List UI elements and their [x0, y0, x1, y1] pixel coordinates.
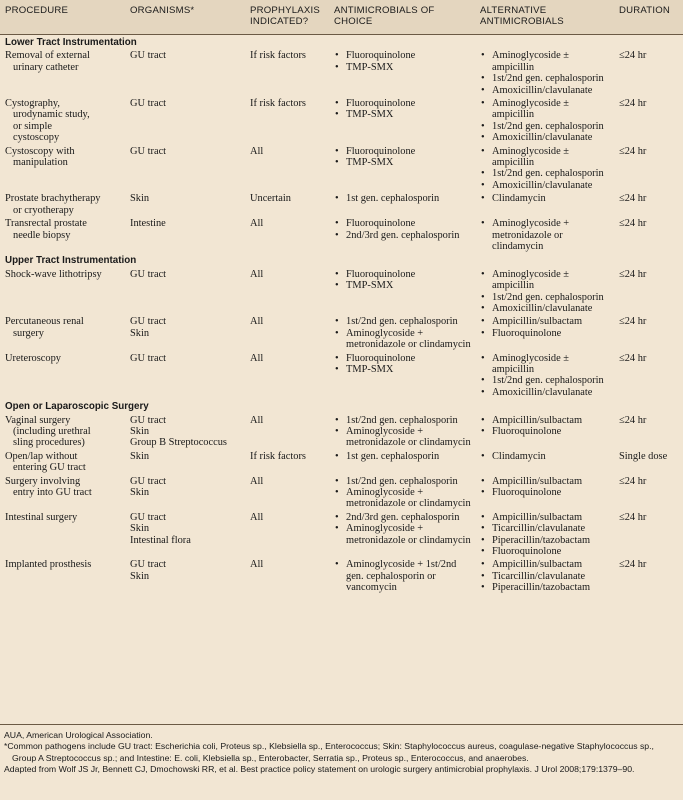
- cell-duration: ≤24 hr: [619, 145, 647, 157]
- choice-list: [334, 353, 471, 376]
- alternative-item: • 1st/2nd gen. cephalosporin: [480, 168, 610, 179]
- header-prophylaxis: PROPHYLAXIS INDICATED?: [245, 0, 329, 35]
- alternative-list: [480, 559, 610, 593]
- alternative-list: [480, 415, 610, 438]
- cell-organisms: [125, 414, 245, 450]
- procedure-line: sling procedures): [13, 437, 85, 449]
- procedure-line: Implanted prosthesis: [5, 559, 92, 571]
- cell-organisms: [125, 352, 245, 400]
- procedure-line: Ureteroscopy: [5, 352, 61, 364]
- alternative-item: • 1st/2nd gen. cephalosporin: [480, 375, 610, 386]
- cell-antimicrobials-choice: [329, 268, 475, 316]
- choice-list: [334, 476, 471, 510]
- alternative-item: • Clindamycin: [480, 451, 610, 462]
- table-row: [0, 558, 683, 594]
- procedure-line: Cystoscopy with: [5, 145, 75, 157]
- cell-alternative-antimicrobials: [475, 217, 614, 253]
- organism-line: Group B Streptococcus: [130, 437, 227, 449]
- cell-alternative-antimicrobials: [475, 511, 614, 559]
- alternative-item: • Aminoglycoside ± ampicillin: [480, 50, 610, 73]
- cell-antimicrobials-choice: [329, 145, 475, 193]
- cell-procedure: [0, 511, 125, 559]
- alternative-item: • Piperacillin/tazobactam: [480, 582, 610, 593]
- alternative-item: • Amoxicillin/clavulanate: [480, 85, 610, 96]
- alternative-item: • Ampicillin/sulbactam: [480, 559, 610, 570]
- table-row: [0, 49, 683, 97]
- choice-list: [334, 559, 471, 593]
- alternative-item: • Aminoglycoside + metronidazole or clindamycin: [480, 218, 610, 252]
- cell-prophylaxis-indicated: Uncertain: [250, 193, 291, 205]
- procedure-line: Percutaneous renal: [5, 316, 84, 328]
- alternative-item: • Amoxicillin/clavulanate: [480, 303, 610, 314]
- choice-list: [334, 193, 471, 204]
- alternative-item: • 1st/2nd gen. cephalosporin: [480, 73, 610, 84]
- organism-line: GU tract: [130, 145, 167, 157]
- choice-list: [334, 316, 471, 350]
- table-row: [0, 217, 683, 253]
- choice-list: [334, 512, 471, 546]
- organism-line: GU tract: [130, 475, 167, 487]
- cell-organisms: [125, 49, 245, 97]
- table-row: [0, 97, 683, 145]
- cell-antimicrobials-choice: [329, 217, 475, 253]
- procedure-line: or simple: [13, 120, 52, 132]
- footnote-pathogens-continued: Group A Streptococcus sp.; and Intestine: E. coli, Klebsiella sp., Enterobacter, Serratia sp., Proteus sp., Enterococcus, and anaerobes.: [12, 752, 529, 763]
- choice-item: • TMP-SMX: [334, 157, 471, 168]
- cell-duration: ≤24 hr: [619, 559, 647, 571]
- procedure-line: (including urethral: [13, 426, 91, 437]
- cell-prophylaxis-indicated: All: [250, 268, 264, 280]
- table-row: [0, 511, 683, 559]
- procedure-line: or cryotherapy: [13, 204, 74, 216]
- cell-prophylaxis-indicated: All: [250, 475, 264, 487]
- alternative-list: [480, 451, 610, 462]
- choice-item: • Fluoroquinolone: [334, 269, 471, 280]
- cell-organisms: [125, 97, 245, 145]
- choice-list: [334, 50, 471, 73]
- cell-duration: ≤24 hr: [619, 316, 647, 328]
- procedure-line: Removal of external: [5, 50, 90, 62]
- cell-prophylaxis-indicated: All: [250, 414, 264, 426]
- cell-prophylaxis-indicated: All: [250, 559, 264, 571]
- cell-procedure: [0, 145, 125, 193]
- table-row: [0, 475, 683, 511]
- cell-antimicrobials-choice: [329, 475, 475, 511]
- choice-item: • Aminoglycoside + metronidazole or clindamycin: [334, 523, 471, 546]
- table-row: [0, 450, 683, 475]
- organism-line: Skin: [130, 450, 150, 462]
- cell-procedure: [0, 192, 125, 217]
- organism-line: GU tract: [130, 352, 167, 364]
- procedure-line: surgery: [13, 327, 44, 339]
- header-organisms: ORGANISMS*: [125, 0, 245, 35]
- cell-organisms: [125, 315, 245, 351]
- cell-procedure: [0, 217, 125, 253]
- cell-procedure: [0, 475, 125, 511]
- choice-item: • Fluoroquinolone: [334, 146, 471, 157]
- organism-line: GU tract: [130, 511, 167, 523]
- cell-duration: ≤24 hr: [619, 352, 647, 364]
- choice-item: • 2nd/3rd gen. cephalosporin: [334, 230, 471, 241]
- table-footnotes: [0, 724, 683, 776]
- cell-duration: ≤24 hr: [619, 511, 647, 523]
- section-title: Lower Tract Instrumentation: [0, 35, 683, 50]
- choice-item: • TMP-SMX: [334, 280, 471, 291]
- cell-procedure: [0, 352, 125, 400]
- cell-organisms: [125, 450, 245, 475]
- organism-line: GU tract: [130, 50, 167, 62]
- cell-organisms: [125, 511, 245, 559]
- footnote-abbreviation: AUA, American Urological Association.: [4, 730, 153, 740]
- cell-alternative-antimicrobials: [475, 450, 614, 475]
- table-row: [0, 145, 683, 193]
- section-header-row: [0, 35, 683, 50]
- cell-organisms: [125, 192, 245, 217]
- choice-list: [334, 451, 471, 462]
- cell-organisms: [125, 268, 245, 316]
- alternative-list: [480, 316, 610, 339]
- alternative-list: [480, 476, 610, 499]
- table-row: [0, 315, 683, 351]
- choice-list: [334, 146, 471, 169]
- alternative-list: [480, 193, 610, 204]
- cell-procedure: [0, 450, 125, 475]
- alternative-item: • Fluoroquinolone: [480, 487, 610, 498]
- organism-line: Skin: [130, 193, 150, 205]
- organism-line: GU tract: [130, 414, 167, 426]
- table-header: [0, 0, 683, 35]
- procedure-line: Transrectal prostate: [5, 218, 87, 230]
- alternative-item: • Clindamycin: [480, 193, 610, 204]
- table-row: [0, 192, 683, 217]
- cell-prophylaxis-indicated: If risk factors: [250, 50, 306, 62]
- cell-duration: ≤24 hr: [619, 475, 647, 487]
- alternative-list: [480, 146, 610, 192]
- procedure-line: Open/lap without: [5, 450, 78, 462]
- cell-alternative-antimicrobials: [475, 352, 614, 400]
- header-alternative-antimicrobials: ALTERNATIVE ANTIMICROBIALS: [475, 0, 614, 35]
- cell-antimicrobials-choice: [329, 315, 475, 351]
- cell-antimicrobials-choice: [329, 511, 475, 559]
- choice-item: • Fluoroquinolone: [334, 353, 471, 364]
- cell-organisms: [125, 217, 245, 253]
- organism-line: Skin: [130, 426, 150, 437]
- cell-antimicrobials-choice: [329, 352, 475, 400]
- cell-alternative-antimicrobials: [475, 192, 614, 217]
- alternative-item: • Aminoglycoside ± ampicillin: [480, 146, 610, 169]
- cell-prophylaxis-indicated: If risk factors: [250, 450, 306, 462]
- organism-line: GU tract: [130, 98, 167, 110]
- alternative-item: • Piperacillin/tazobactam: [480, 535, 610, 546]
- cell-prophylaxis-indicated: All: [250, 145, 264, 157]
- table-body: [0, 35, 683, 595]
- footnote-source: Adapted from Wolf JS Jr, Bennett CJ, Dmochowski RR, et al. Best practice policy statement on urologic surgery antimicrobial prophylaxis. J Urol 2008;179:1379–90.: [4, 764, 635, 775]
- cell-organisms: [125, 145, 245, 193]
- choice-item: • Fluoroquinolone: [334, 98, 471, 109]
- cell-antimicrobials-choice: [329, 450, 475, 475]
- alternative-item: • Aminoglycoside ± ampicillin: [480, 353, 610, 376]
- procedure-line: Shock-wave lithotripsy: [5, 268, 102, 280]
- procedure-line: Prostate brachytherapy: [5, 193, 101, 205]
- cell-alternative-antimicrobials: [475, 97, 614, 145]
- cell-prophylaxis-indicated: All: [250, 218, 264, 230]
- alternative-item: • Ticarcillin/clavulanate: [480, 523, 610, 534]
- header-antimicrobials-choice: ANTIMICROBIALS OF CHOICE: [329, 0, 475, 35]
- cell-duration: ≤24 hr: [619, 268, 647, 280]
- choice-item: • Aminoglycoside + metronidazole or clindamycin: [334, 328, 471, 351]
- cell-alternative-antimicrobials: [475, 475, 614, 511]
- choice-item: • 1st/2nd gen. cephalosporin: [334, 476, 471, 487]
- alternative-item: • Fluoroquinolone: [480, 546, 610, 557]
- table-row: [0, 352, 683, 400]
- alternative-list: [480, 218, 610, 252]
- cell-alternative-antimicrobials: [475, 414, 614, 450]
- organism-line: Skin: [130, 487, 150, 499]
- procedure-line: Intestinal surgery: [5, 511, 78, 523]
- alternative-list: [480, 512, 610, 558]
- table-row: [0, 414, 683, 450]
- procedure-line: entry into GU tract: [13, 487, 92, 499]
- cell-duration: ≤24 hr: [619, 98, 647, 110]
- table-row: [0, 268, 683, 316]
- choice-item: • TMP-SMX: [334, 62, 471, 73]
- alternative-list: [480, 98, 610, 144]
- section-header-row: [0, 399, 683, 413]
- procedure-line: Vaginal surgery: [5, 414, 71, 426]
- procedure-line: manipulation: [13, 157, 68, 169]
- cell-alternative-antimicrobials: [475, 315, 614, 351]
- procedure-line: needle biopsy: [13, 229, 71, 241]
- alternative-item: • Ampicillin/sulbactam: [480, 415, 610, 426]
- procedure-line: entering GU tract: [13, 462, 86, 474]
- cell-antimicrobials-choice: [329, 414, 475, 450]
- cell-antimicrobials-choice: [329, 558, 475, 594]
- alternative-item: • Ticarcillin/clavulanate: [480, 571, 610, 582]
- procedure-line: urodynamic study,: [13, 109, 90, 121]
- cell-procedure: [0, 315, 125, 351]
- cell-antimicrobials-choice: [329, 97, 475, 145]
- choice-item: • Fluoroquinolone: [334, 218, 471, 229]
- procedure-line: cystoscopy: [13, 132, 60, 144]
- alternative-item: • Amoxicillin/clavulanate: [480, 132, 610, 143]
- cell-duration: ≤24 hr: [619, 218, 647, 230]
- choice-item: • 1st/2nd gen. cephalosporin: [334, 316, 471, 327]
- choice-item: • Aminoglycoside + 1st/2nd gen. cephalosporin or vancomycin: [334, 559, 471, 593]
- choice-list: [334, 218, 471, 241]
- procedure-line: Surgery involving: [5, 475, 81, 487]
- choice-list: [334, 415, 471, 449]
- alternative-list: [480, 50, 610, 96]
- cell-duration: ≤24 hr: [619, 193, 647, 205]
- cell-alternative-antimicrobials: [475, 49, 614, 97]
- cell-duration: ≤24 hr: [619, 50, 647, 62]
- choice-list: [334, 98, 471, 121]
- choice-item: • 1st gen. cephalosporin: [334, 451, 471, 462]
- organism-line: Intestine: [130, 218, 166, 230]
- organism-line: Skin: [130, 570, 150, 582]
- choice-item: • Fluoroquinolone: [334, 50, 471, 61]
- choice-list: [334, 269, 471, 292]
- choice-item: • TMP-SMX: [334, 364, 471, 375]
- cell-procedure: [0, 49, 125, 97]
- organism-line: GU tract: [130, 268, 167, 280]
- cell-prophylaxis-indicated: All: [250, 511, 264, 523]
- alternative-item: • Amoxicillin/clavulanate: [480, 180, 610, 191]
- procedure-line: urinary catheter: [13, 61, 79, 73]
- cell-procedure: [0, 414, 125, 450]
- cell-alternative-antimicrobials: [475, 558, 614, 594]
- cell-procedure: [0, 97, 125, 145]
- footnote-pathogens: *Common pathogens include GU tract: Escherichia coli, Proteus sp., Klebsiella sp., Enterococcus; Skin: Staphylococcus aureus, coagulase-negative Staphylococcus sp.,: [4, 741, 654, 752]
- choice-item: • 2nd/3rd gen. cephalosporin: [334, 512, 471, 523]
- cell-antimicrobials-choice: [329, 49, 475, 97]
- alternative-item: • 1st/2nd gen. cephalosporin: [480, 292, 610, 303]
- organism-line: GU tract: [130, 316, 167, 328]
- section-title: Upper Tract Instrumentation: [5, 255, 137, 267]
- alternative-item: • Ampicillin/sulbactam: [480, 476, 610, 487]
- section-title: Open or Laparoscopic Surgery: [5, 401, 149, 413]
- organism-line: Skin: [130, 523, 150, 535]
- procedure-line: Cystography,: [5, 98, 61, 110]
- organism-line: Skin: [130, 327, 150, 339]
- header-duration: DURATION: [614, 0, 683, 35]
- cell-organisms: [125, 558, 245, 594]
- cell-antimicrobials-choice: [329, 192, 475, 217]
- cell-duration: ≤24 hr: [619, 414, 647, 426]
- choice-item: • TMP-SMX: [334, 109, 471, 120]
- cell-prophylaxis-indicated: If risk factors: [250, 98, 306, 110]
- choice-item: • 1st/2nd gen. cephalosporin: [334, 415, 471, 426]
- alternative-list: [480, 269, 610, 315]
- header-procedure: PROCEDURE: [0, 0, 125, 35]
- organism-line: Intestinal flora: [130, 534, 191, 546]
- choice-item: • 1st gen. cephalosporin: [334, 193, 471, 204]
- organism-line: GU tract: [130, 559, 167, 571]
- cell-procedure: [0, 558, 125, 594]
- alternative-item: • Aminoglycoside ± ampicillin: [480, 269, 610, 292]
- cell-duration: Single dose: [619, 450, 668, 462]
- cell-organisms: [125, 475, 245, 511]
- cell-prophylaxis-indicated: All: [250, 352, 264, 364]
- choice-item: • Aminoglycoside + metronidazole or clindamycin: [334, 487, 471, 510]
- alternative-item: • Aminoglycoside ± ampicillin: [480, 98, 610, 121]
- alternative-item: • Amoxicillin/clavulanate: [480, 387, 610, 398]
- choice-item: • Aminoglycoside + metronidazole or clindamycin: [334, 426, 471, 449]
- cell-alternative-antimicrobials: [475, 268, 614, 316]
- cell-prophylaxis-indicated: All: [250, 316, 264, 328]
- cell-alternative-antimicrobials: [475, 145, 614, 193]
- section-header-row: [0, 253, 683, 267]
- alternative-item: • Ampicillin/sulbactam: [480, 512, 610, 523]
- alternative-item: • Fluoroquinolone: [480, 328, 610, 339]
- alternative-item: • Fluoroquinolone: [480, 426, 610, 437]
- alternative-item: • 1st/2nd gen. cephalosporin: [480, 121, 610, 132]
- alternative-list: [480, 353, 610, 399]
- alternative-item: • Ampicillin/sulbactam: [480, 316, 610, 327]
- cell-procedure: [0, 268, 125, 316]
